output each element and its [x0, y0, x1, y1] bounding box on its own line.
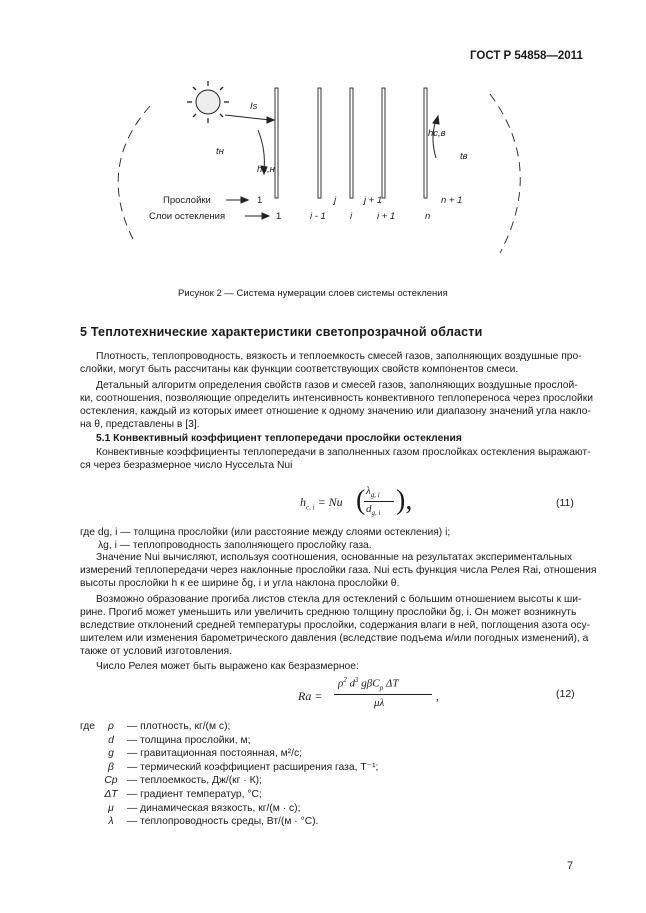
definition-row [80, 815, 580, 829]
label-is: Is [250, 101, 258, 112]
definition-symbol: ΔT [104, 788, 118, 800]
paragraph-line: Число Релея может быть выражено как безразмерное: [96, 661, 359, 672]
definition-row [80, 734, 580, 748]
subsection-title: 5.1 Конвективный коэффициент теплопередачи прослойки остекления [96, 433, 462, 444]
paragraph-line: ся через безразмерное число Нуссельта Nui [80, 460, 293, 471]
label-interlayers: Прослойки [163, 195, 211, 206]
label-glass-layers: Слои остекления [149, 211, 226, 222]
equation-11: $h_{c, i} = Nu$ ( $\lambda_{g, i}$ $d_{g, i}$ ), [300, 485, 413, 518]
definition-row [80, 761, 580, 775]
glass-panes [275, 88, 427, 198]
paragraph-line: Значение Nui вычисляют, используя соотношения, основанные на результатах экспериментальных [96, 552, 573, 563]
definition-symbol: d [108, 734, 114, 746]
document-header: ГОСТ Р 54858—2011 [470, 50, 583, 62]
definition-row [80, 747, 580, 761]
paragraph-line: высоты прослойки h к ее ширине δg, i и угла наклона прослойки θ. [80, 578, 400, 589]
layer-number: i - 1 [310, 211, 326, 222]
interlayer-number: n + 1 [441, 195, 463, 206]
label-hcv: hс,в [428, 128, 446, 139]
label-tv: tв [460, 151, 468, 162]
paragraph-line: на θ, представлены в [3]. [80, 419, 200, 430]
paragraph-line: слойки, могут быть рассчитаны как функции соответствующих свойств компонентов смеси. [80, 364, 519, 375]
equation-11-number: (11) [556, 497, 574, 509]
sun-icon [187, 81, 229, 123]
layer-number: i [350, 211, 353, 222]
equation-12: Ra = $\rho^2$ $d^3$ gβC$_p$ ΔT μλ , [298, 676, 439, 709]
paragraph-line: вследствие отклонений средней температуры прослойки, содержания влаги в ней, поглощения азота осу- [80, 620, 591, 631]
definition-symbol: g [108, 748, 114, 760]
layer-number: 1 [276, 211, 282, 222]
definition-text: — градиент температур, °С; [127, 788, 262, 800]
definition-line: где dg, i — толщина прослойки (или расстояние между слоями остекления) i; [80, 527, 451, 538]
paragraph-line: Детальный алгоритм определения свойств газов и смесей газов, заполняющих воздушные прослой- [96, 380, 578, 391]
definition-row [80, 788, 580, 802]
variable-definitions [80, 720, 580, 829]
definition-row [80, 774, 580, 788]
left-environment-arc [118, 106, 150, 243]
paragraph-line: Плотность, теплопроводность, вязкость и теплоемкость смесей газов, заполняющих воздушные про- [96, 351, 582, 362]
section-title: 5 Теплотехнические характеристики светопрозрачной области [80, 325, 483, 339]
definition-symbol: Cp [104, 775, 118, 787]
paragraph-line: шителем или изменения барометрического давления (вследствие подъема и/или погодных изменений), а [80, 633, 589, 644]
figure-caption: Рисунок 2 — Система нумерации слоев системы остекления [178, 288, 448, 299]
interlayer-number: j [334, 195, 337, 206]
page-number: 7 [567, 860, 574, 872]
label-tn: tн [216, 146, 224, 157]
paragraph-line: Возможно образование прогиба листов стекла для остеклений с большим отношением высоты к ши- [96, 594, 582, 605]
definition-row [80, 802, 580, 816]
definition-line: λg, i — теплопроводность заполняющего прослойку газа. [98, 540, 372, 551]
definition-symbol: β [108, 761, 114, 773]
layer-number: i + 1 [377, 211, 396, 222]
definition-symbol: λ [108, 816, 114, 828]
definition-text: — динамическая вязкость, кг/(м · с); [127, 802, 301, 814]
definition-symbol: ρ [108, 721, 114, 732]
solar-ray-arrow [225, 115, 274, 123]
definition-text: — термический коэффициент расширения газа, Т⁻¹; [127, 761, 379, 773]
paragraph-line: Конвективные коэффициенты теплопередачи в заполненных газом прослойках остекления выражают- [96, 447, 591, 458]
layer-number: n [425, 211, 431, 222]
paragraph-line: ки, соотношения, позволяющие определить интенсивность конвективного теплопереноса через прослойки [80, 393, 593, 404]
definition-symbol: μ [108, 802, 114, 814]
interlayer-number: 1 [257, 195, 263, 206]
paragraph-line: также от условий изготовления. [80, 646, 232, 657]
right-environment-arc [490, 94, 520, 253]
equation-12-number: (12) [556, 688, 575, 700]
definition-text: — гравитационная постоянная, м²/с; [127, 748, 302, 760]
glazing-numbering-figure [80, 78, 560, 278]
paragraph-line: остекления, каждый из которых имеет отношение к одному значению или диапазону значений угла накло- [80, 406, 591, 417]
label-hcn: hс,н [257, 164, 275, 175]
definition-row [80, 720, 580, 734]
label-arrows [226, 197, 269, 219]
interlayer-number: j + 1 [364, 195, 383, 206]
definition-text: — теплопроводность среды, Вт/(м · °С). [127, 816, 319, 828]
where-label: где [80, 721, 96, 732]
paragraph-line: рине. Прогиб может уменьшить или увеличить среднюю толщину прослойки δg, i. Он может возникнуть [80, 607, 577, 618]
paragraph-line: измерений теплопередачи через наклонные прослойки газа. Nui есть функция числа Релея Rai, отношения [80, 565, 597, 576]
definition-text: — плотность, кг/(м с); [127, 721, 231, 732]
convective-arrows [258, 116, 439, 174]
definition-text: — теплоемкость, Дж/(кг · К); [127, 775, 262, 787]
definition-text: — толщина прослойки, м; [127, 734, 251, 746]
